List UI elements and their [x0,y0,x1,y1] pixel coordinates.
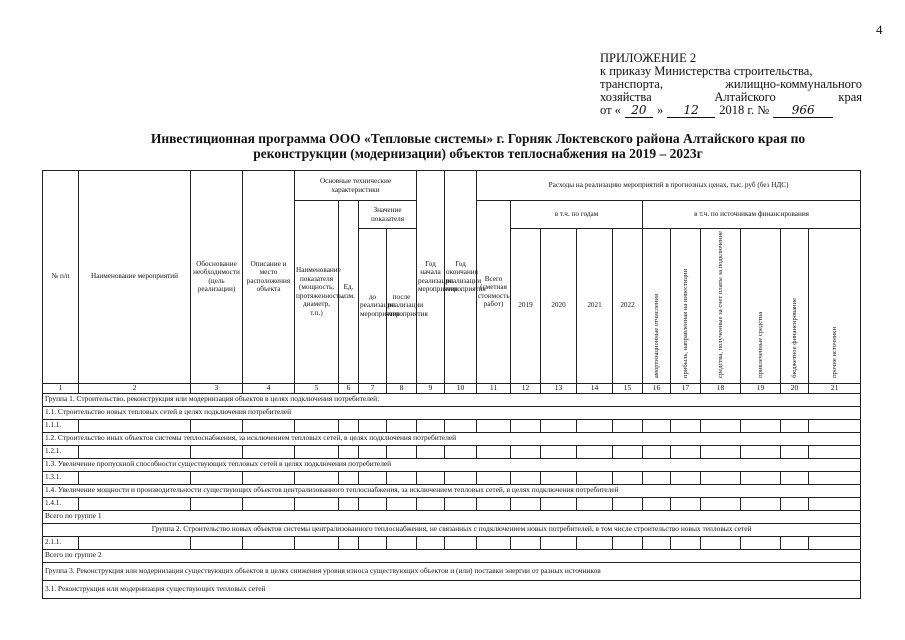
empty-cell [359,471,387,484]
column-number: 17 [671,383,701,393]
appendix-header [600,52,862,118]
table-row [43,536,861,549]
column-number: 20 [781,383,809,393]
empty-cell [79,471,191,484]
empty-cell [295,471,339,484]
header-source-depreciation: амортизационные отчисления [643,229,671,384]
empty-cell [417,497,445,510]
column-number: 3 [191,383,243,393]
empty-cell [243,419,295,432]
empty-cell [477,419,511,432]
empty-cell [417,471,445,484]
section-1-4-heading: 1.4. Увеличение мощности и производительности существующих объектов централизованного теплоснабжения, за исключением тепловых сетей, в целях подключения потребителей [43,484,861,497]
group-1-heading: Группа 1. Строительство, реконструкция или модернизация объектов в целях подключения потребителей: [43,393,861,406]
table-row [43,445,861,458]
empty-cell [387,445,417,458]
table-row [43,471,861,484]
group-1-total: Всего по группе 1 [43,510,861,523]
empty-cell [243,497,295,510]
order-date [600,104,862,118]
empty-cell [781,419,809,432]
column-number: 10 [445,383,477,393]
header-after: после реализации мероприятия [387,229,417,384]
title-line-2: реконструкции (модернизации) объектов теплоснабжения на 2019 – 2023г [253,146,703,161]
empty-cell [643,419,671,432]
empty-cell [781,445,809,458]
column-numbers-row [43,383,861,393]
appendix-word: транспорта, [600,77,663,91]
header-source-other: прочие источники [809,229,861,384]
empty-cell [701,419,741,432]
empty-cell [809,471,861,484]
empty-cell [741,497,781,510]
header-year-2019: 2019 [511,229,541,384]
empty-cell [541,536,577,549]
empty-cell [339,471,359,484]
empty-cell [541,497,577,510]
header-description: Описание и место расположения объекта [243,171,295,384]
date-mid: » [656,103,664,117]
column-number: 19 [741,383,781,393]
group-2-heading: Группа 2. Строительство новых объектов системы централизованного теплоснабжения, не связанных с подключением новых потребителей, в том числе строительство новых тепловых сетей [43,523,861,536]
empty-cell [191,419,243,432]
empty-cell [339,536,359,549]
column-number: 11 [477,383,511,393]
column-number: 8 [387,383,417,393]
empty-cell [387,471,417,484]
empty-cell [541,419,577,432]
empty-cell [781,497,809,510]
column-number: 15 [613,383,643,393]
appendix-word: жилищно-коммунального [725,77,862,91]
empty-cell [417,445,445,458]
empty-cell [359,445,387,458]
empty-cell [671,445,701,458]
empty-cell [577,419,613,432]
empty-cell [613,471,643,484]
column-number: 12 [511,383,541,393]
empty-cell [79,419,191,432]
empty-cell [191,497,243,510]
section-1-1-heading: 1.1. Строительство новых тепловых сетей в целях подключения потребителей [43,406,861,419]
empty-cell [701,536,741,549]
empty-cell [445,497,477,510]
empty-cell [671,471,701,484]
empty-cell [701,445,741,458]
empty-cell [339,497,359,510]
section-1-2-heading: 1.2. Строительство иных объектов системы теплоснабжения, за исключением тепловых сетей, в целях подключения потребителей [43,432,861,445]
row-number: 2.1.1. [43,536,79,549]
row-number: 1.3.1. [43,471,79,484]
column-number: 6 [339,383,359,393]
row-number: 1.4.1. [43,497,79,510]
empty-cell [445,419,477,432]
empty-cell [643,471,671,484]
empty-cell [191,536,243,549]
empty-cell [417,536,445,549]
empty-cell [613,536,643,549]
empty-cell [445,445,477,458]
appendix-title: ПРИЛОЖЕНИЕ 2 [600,51,697,65]
empty-cell [741,419,781,432]
row-number: 1.2.1. [43,445,79,458]
empty-cell [809,419,861,432]
header-year-2020: 2020 [541,229,577,384]
empty-cell [541,471,577,484]
empty-cell [79,445,191,458]
empty-cell [511,536,541,549]
date-prefix: от « [600,103,621,117]
empty-cell [809,497,861,510]
empty-cell [295,536,339,549]
column-number: 4 [243,383,295,393]
header-indicator-name: Наименование показателя (мощность, протяженность, диаметр, т.п.) [295,201,339,384]
document-title [110,131,846,161]
empty-cell [809,536,861,549]
date-day-handwritten: 20 [625,104,653,118]
header-before: до реализации мероприятия [359,229,387,384]
empty-cell [541,445,577,458]
column-number: 16 [643,383,671,393]
page-number: 4 [876,22,883,37]
column-number: 9 [417,383,445,393]
empty-cell [577,497,613,510]
header-costs: Расходы на реализацию мероприятий в прогнозных ценах, тыс. руб (без НДС) [477,171,861,201]
appendix-word: хозяйства [600,90,652,104]
empty-cell [359,497,387,510]
appendix-word: края [838,90,862,104]
empty-cell [511,497,541,510]
empty-cell [511,471,541,484]
empty-cell [445,536,477,549]
column-number: 7 [359,383,387,393]
empty-cell [243,445,295,458]
group-3-heading: Группа 3. Реконструкция или модернизация существующих объектов в целях снижения уровня износа существующих объектов и (или) поставки энергии от разных источников [43,562,861,580]
title-line-1: Инвестиционная программа ООО «Тепловые системы» г. Горняк Локтевского района Алтайского края по [150,131,806,146]
section-3-1-heading: 3.1. Реконструкция или модернизация существующих тепловых сетей [43,580,861,598]
header-basis: Обоснование необходимости (цель реализации) [191,171,243,384]
header-by-sources: в т.ч. по источникам финансирования [643,201,861,229]
empty-cell [417,419,445,432]
empty-cell [477,471,511,484]
empty-cell [339,445,359,458]
header-by-years: в т.ч. по годам [511,201,643,229]
header-year-2021: 2021 [577,229,613,384]
column-number: 14 [577,383,613,393]
empty-cell [445,471,477,484]
date-year: 2018 г. № [719,103,770,117]
order-number-handwritten: 966 [773,104,833,118]
empty-cell [643,497,671,510]
empty-cell [643,536,671,549]
header-total: Всего (сметная стоимость работ) [477,201,511,384]
empty-cell [477,536,511,549]
header-source-profit: прибыль, направленная на инвестиции [671,229,701,384]
header-tech: Основные технические характеристики [295,171,417,201]
empty-cell [577,471,613,484]
empty-cell [701,471,741,484]
empty-cell [741,471,781,484]
empty-cell [477,497,511,510]
column-number: 2 [79,383,191,393]
empty-cell [781,471,809,484]
group-2-total: Всего по группе 2 [43,549,861,562]
empty-cell [741,536,781,549]
empty-cell [613,419,643,432]
empty-cell [701,497,741,510]
empty-cell [243,536,295,549]
header-source-budget: бюджетное финансирование [781,229,809,384]
row-number: 1.1.1. [43,419,79,432]
header-source-borrowed: привлеченные средства [741,229,781,384]
empty-cell [781,536,809,549]
column-number: 1 [43,383,79,393]
empty-cell [577,445,613,458]
empty-cell [295,419,339,432]
empty-cell [79,497,191,510]
empty-cell [359,419,387,432]
section-1-3-heading: 1.3. Увеличение пропускной способности существующих тепловых сетей в целях подключения потребителей [43,458,861,471]
empty-cell [511,419,541,432]
empty-cell [387,419,417,432]
header-unit: Ед. изм. [339,201,359,384]
column-number: 18 [701,383,741,393]
empty-cell [741,445,781,458]
investment-table [42,170,861,599]
header-start-year: Год начала реализации мероприятия [417,171,445,384]
empty-cell [671,419,701,432]
empty-cell [477,445,511,458]
column-number: 5 [295,383,339,393]
empty-cell [643,445,671,458]
empty-cell [671,497,701,510]
header-end-year: Год окончания реализации мероприятия [445,171,477,384]
empty-cell [191,471,243,484]
column-number: 21 [809,383,861,393]
appendix-line: к приказу Министерства строительства, [600,64,813,78]
header-year-2022: 2022 [613,229,643,384]
empty-cell [359,536,387,549]
empty-cell [387,536,417,549]
empty-cell [577,536,613,549]
empty-cell [191,445,243,458]
empty-cell [809,445,861,458]
header-name: Наименование мероприятий [79,171,191,384]
empty-cell [613,445,643,458]
table-row [43,497,861,510]
appendix-word: Алтайского [714,90,776,104]
header-num: № п/п [43,171,79,384]
empty-cell [671,536,701,549]
table-row [43,419,861,432]
header-value: Значение показателя [359,201,417,229]
empty-cell [613,497,643,510]
empty-cell [295,497,339,510]
empty-cell [295,445,339,458]
empty-cell [511,445,541,458]
empty-cell [79,536,191,549]
column-number: 13 [541,383,577,393]
header-source-connection-fee: средства, полученные за счет платы за подключение [701,229,741,384]
date-month-handwritten: 12 [667,104,715,118]
empty-cell [243,471,295,484]
empty-cell [339,419,359,432]
empty-cell [387,497,417,510]
